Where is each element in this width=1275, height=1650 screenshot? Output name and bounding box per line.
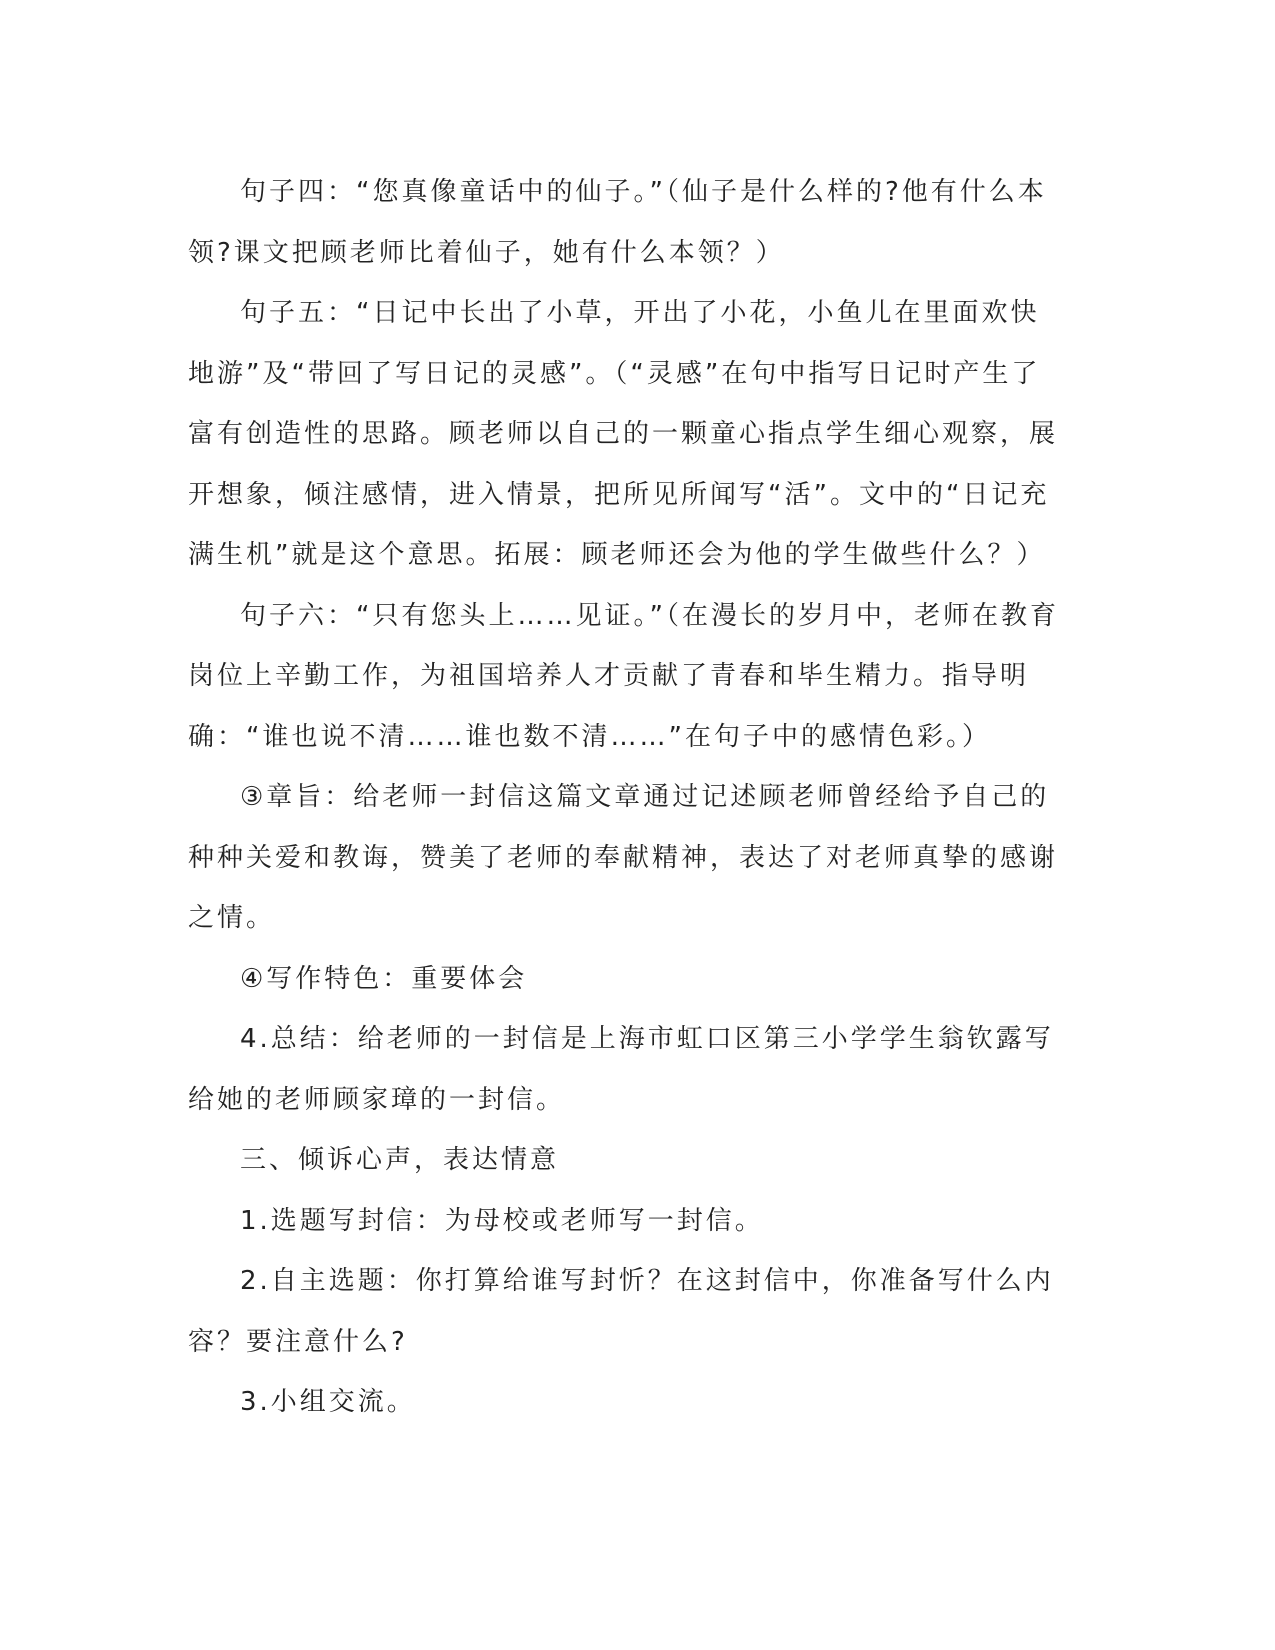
list-item-two: 2.自主选题：你打算给谁写封忻？在这封信中，你准备写什么内容？要注意什么? (188, 1266, 1054, 1357)
section-heading-three: 三、倾诉心声，表达情意 (240, 1145, 560, 1175)
paragraph-sentence-six: 句子六：“只有您头上……见证。”（在漫长的岁月中，老师在教育岗位上辛勤工作，为祖国培养人才贡献了青春和毕生精力。指导明确：“谁也说不清……谁也数不清……”在句子中的感情色彩。） (188, 600, 1059, 752)
paragraph-main-idea: ③章旨：给老师一封信这篇文章通过记述顾老师曾经给予自己的种种关爱和教诲，赞美了老师的奉献精神，表达了对老师真挚的感谢之情。 (188, 782, 1059, 933)
paragraph-sentence-five: 句子五：“日记中长出了小草，开出了小花，小鱼儿在里面欢快地游”及“带回了写日记的灵感”。（“灵感”在句中指写日记时产生了富有创造性的思路。顾老师以自己的一颗童心指点学生细心观察，展开想象，倾注感情，进入情景，把所见所闻写“活”。文中的“日记充满生机”就是这个意思。拓展：顾老师还会为他的学生做些什么？） (188, 298, 1059, 570)
list-item-three: 3.小组交流。 (240, 1387, 416, 1417)
paragraph-writing-features: ④写作特色：重要体会 (240, 963, 528, 994)
list-item-one: 1.选题写封信：为母校或老师写一封信。 (240, 1205, 764, 1236)
paragraph-sentence-four: 句子四：“您真像童话中的仙子。”（仙子是什么样的?他有什么本领?课文把顾老师比着仙子，她有什么本领？） (188, 177, 1047, 268)
paragraph-summary: 4.总结：给老师的一封信是上海市虹口区第三小学学生翁钦露写给她的老师顾家璋的一封信。 (188, 1024, 1054, 1115)
document-body (188, 162, 1068, 1433)
